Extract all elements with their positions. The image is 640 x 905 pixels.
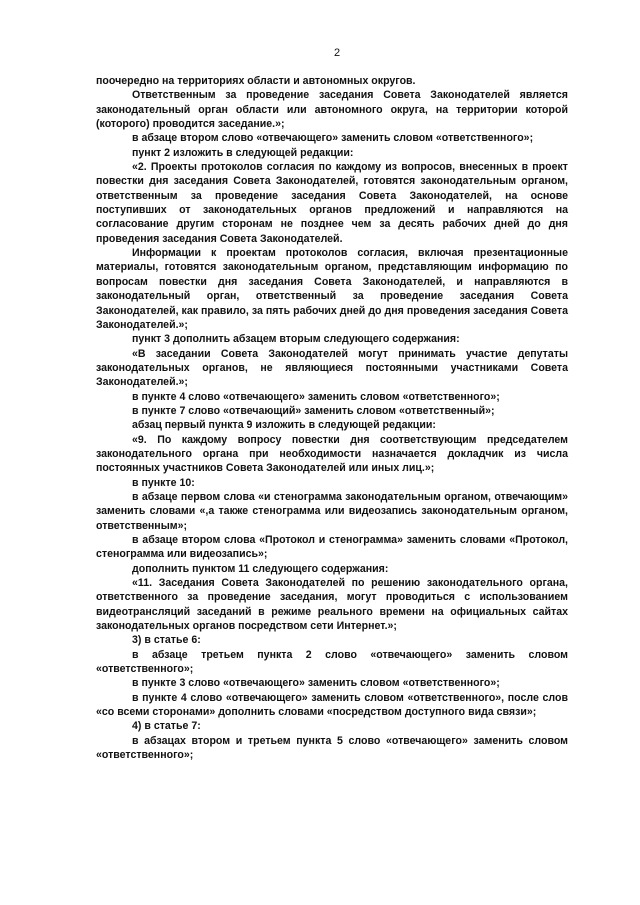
paragraph: в пункте 4 слово «отвечающего» заменить словом «ответственного»; xyxy=(132,390,500,403)
paragraph: Информации к проектам протоколов согласия, включая презентационные материалы, готовятся законодательным органом, представляющим информацию по вопросам повестки дня заседания Совета Законодателей, и направляются в законодательный орган, ответственный за проведение заседания Совета Законодателей, как правило, за пять рабочих дней до дня проведения заседания Совета Законодателей.»; xyxy=(96,247,568,331)
paragraph: в абзаце втором слова «Протокол и стенограмма» заменить словами «Протокол, стенограмма или видеозапись»; xyxy=(96,534,568,561)
paragraph: в абзаце первом слова «и стенограмма законодательным органом, отвечающим» заменить словами «,а также стенограмма или видеозапись законодательным органом, ответственным»; xyxy=(96,490,568,532)
paragraph: поочередно на территориях области и автономных округов. xyxy=(96,75,416,87)
paragraph: «11. Заседания Совета Законодателей по решению законодательного органа, ответственного за проведение заседания, могут проводиться с использованием видеотрансляций заседаний в режиме реального времени на официальных сайтах законодательных органов посредством сети Интернет.»; xyxy=(96,577,568,633)
paragraph: в абзаце третьем пункта 2 слово «отвечающего» заменить словом «ответственного»; xyxy=(96,648,568,676)
paragraph: в пункте 4 слово «отвечающего» заменить словом «ответственного», после слов «со всеми сторонами» дополнить словами «посредством доступного вида связи»; xyxy=(96,691,568,719)
paragraph: в пункте 10: xyxy=(132,476,195,489)
paragraph: в абзаце втором слово «отвечающего» заменить словом «ответственного»; xyxy=(132,132,534,145)
paragraph: Ответственным за проведение заседания Совета Законодателей является законодательный орган области или автономного округа, на территории которой (которого) проводится заседание.»; xyxy=(96,89,568,131)
paragraph: в пункте 7 слово «отвечающий» заменить словом «ответственный»; xyxy=(132,404,495,417)
paragraph: 3) в статье 6: xyxy=(132,634,201,647)
paragraph: «2. Проекты протоколов согласия по каждому из вопросов, внесенных в проект повестки дня заседания Совета Законодателей, готовятся законодательным органом, ответственным за проведение заседания Совета Законодателей, на основе поступивших от законодательных органов предложений и направляются на согласование другим сторонам не позднее чем за десять рабочих дней до дня проведения заседания Совета Законодателей. xyxy=(96,161,568,245)
document-body xyxy=(96,74,568,763)
paragraph: пункт 3 дополнить абзацем вторым следующего содержания: xyxy=(132,333,460,346)
paragraph: пункт 2 изложить в следующей редакции: xyxy=(132,146,354,159)
paragraph: «В заседании Совета Законодателей могут принимать участие депутаты законодательных органов, не являющиеся постоянными участниками Совета Законодателей.»; xyxy=(96,347,568,389)
paragraph: 4) в статье 7: xyxy=(132,720,201,733)
paragraph: в пункте 3 слово «отвечающего» заменить словом «ответственного»; xyxy=(132,677,500,690)
paragraph: в абзацах втором и третьем пункта 5 слово «отвечающего» заменить словом «ответственного»; xyxy=(96,734,568,762)
paragraph: абзац первый пункта 9 изложить в следующей редакции: xyxy=(132,419,436,432)
paragraph: «9. По каждому вопросу повестки дня соответствующим председателем законодательного органа при необходимости назначается докладчик из числа постоянных участников Совета Законодателей или иных лиц.»; xyxy=(96,433,568,475)
page-number: 2 xyxy=(333,47,341,59)
paragraph: дополнить пунктом 11 следующего содержания: xyxy=(132,562,389,575)
